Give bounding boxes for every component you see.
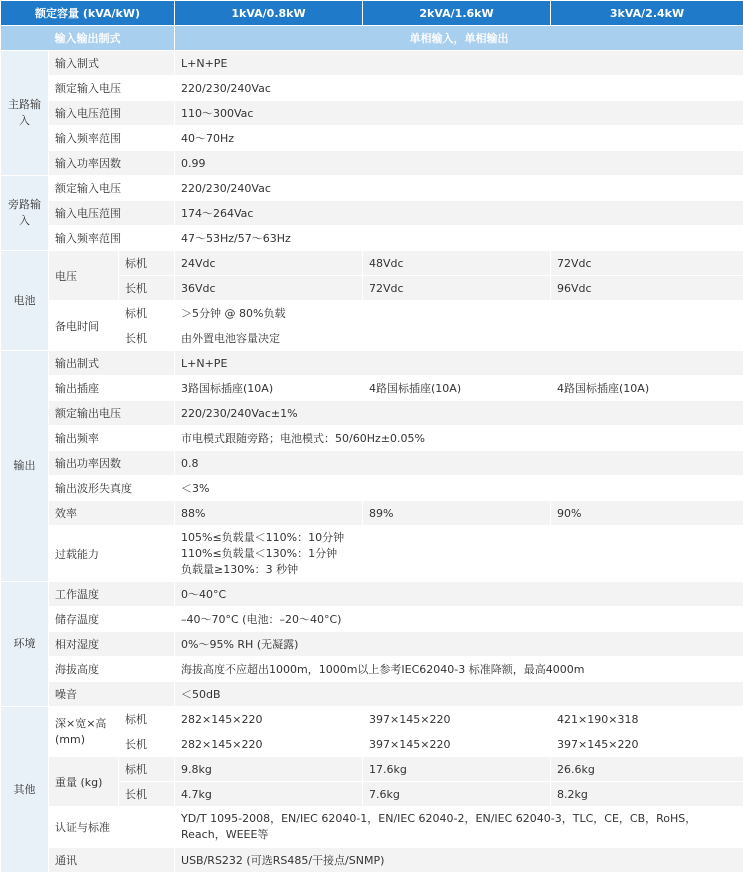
sub-label: 长机: [119, 326, 175, 351]
row-value: 0.99: [175, 151, 743, 176]
row-value: 220/230/240Vac±1%: [175, 401, 743, 426]
row-label: 额定输入电压: [49, 76, 175, 101]
cell-3kva: 421×190×318: [551, 707, 743, 732]
cell-2kva: 17.6kg: [363, 757, 551, 782]
sub-label: 长机: [119, 732, 175, 757]
row-label: 输入功率因数: [49, 151, 175, 176]
row-label: 海拔高度: [49, 657, 175, 682]
cell-1kva: 9.8kg: [175, 757, 363, 782]
cell-1kva: 282×145×220: [175, 707, 363, 732]
table-row: [1, 757, 743, 782]
table-row: [1, 451, 743, 476]
overload-value: [175, 526, 743, 582]
table-row: [1, 126, 743, 151]
cell-3kva: 8.2kg: [551, 782, 743, 807]
row-label: 输入电压范围: [49, 201, 175, 226]
row-label: 输出插座: [49, 376, 175, 401]
row-label: 输入制式: [49, 51, 175, 76]
table-row: [1, 251, 743, 276]
weight-label: 重量 (kg): [49, 757, 119, 807]
group-environment: 环境: [1, 582, 49, 707]
table-row: [1, 101, 743, 126]
battery-voltage-label: 电压: [49, 251, 119, 301]
group-output: 输出: [1, 351, 49, 582]
sub-label: 长机: [119, 276, 175, 301]
overload-line: 105%≤负载量＜110%：10分钟: [181, 530, 345, 544]
row-label: 认证与标准: [49, 807, 175, 848]
table-row: [1, 526, 743, 582]
cell-1kva: 24Vdc: [175, 251, 363, 276]
row-label: 输入频率范围: [49, 226, 175, 251]
table-row: [1, 476, 743, 501]
io-mode-value: 单相输入，单相输出: [175, 26, 743, 51]
cell-3kva: 26.6kg: [551, 757, 743, 782]
row-label: 工作温度: [49, 582, 175, 607]
table-row: [1, 201, 743, 226]
dimension-label: 深×宽×高 (mm): [49, 707, 119, 757]
overload-line: 110%≤负载量＜130%：1分钟: [181, 546, 338, 560]
io-mode-label: 输入输出制式: [1, 26, 175, 51]
row-value: 0.8: [175, 451, 743, 476]
group-other: 其他: [1, 707, 49, 873]
row-value: 110～300Vac: [175, 101, 743, 126]
row-label: 输入频率范围: [49, 126, 175, 151]
row-value: 40～70Hz: [175, 126, 743, 151]
cert-value: YD/T 1095-2008，EN/IEC 62040-1，EN/IEC 62040-2，EN/IEC 62040-3，TLC，CE，CB，RoHS，Reach，WEEE等: [175, 807, 743, 848]
io-mode-row: [1, 26, 743, 51]
table-row: [1, 376, 743, 401]
row-label: 额定输出电压: [49, 401, 175, 426]
row-label: 输出频率: [49, 426, 175, 451]
header-row: [1, 1, 743, 26]
row-label: 储存温度: [49, 607, 175, 632]
table-row: [1, 632, 743, 657]
sub-label: 标机: [119, 757, 175, 782]
cell-3kva: 397×145×220: [551, 732, 743, 757]
row-label: 通讯: [49, 848, 175, 873]
cell-2kva: 397×145×220: [363, 732, 551, 757]
cell-1kva: 282×145×220: [175, 732, 363, 757]
row-value: –40～70°C (电池：–20～40°C): [175, 607, 743, 632]
group-bypass-input: 旁路输入: [1, 176, 49, 251]
row-value: 220/230/240Vac: [175, 76, 743, 101]
row-value: 47～53Hz/57～63Hz: [175, 226, 743, 251]
table-row: [1, 707, 743, 732]
table-row: [1, 848, 743, 873]
table-row: [1, 582, 743, 607]
cell-2kva: 89%: [363, 501, 551, 526]
row-value: L+N+PE: [175, 351, 743, 376]
row-label: 输出波形失真度: [49, 476, 175, 501]
table-row: [1, 176, 743, 201]
cell-2kva: 4路国标插座(10A): [363, 376, 551, 401]
row-label: 相对湿度: [49, 632, 175, 657]
table-row: [1, 657, 743, 682]
cell-1kva: 4.7kg: [175, 782, 363, 807]
table-row: [1, 151, 743, 176]
row-value: 0%～95% RH (无凝露): [175, 632, 743, 657]
table-row: [1, 226, 743, 251]
row-value: ＞5分钟 @ 80%负载: [175, 301, 743, 326]
row-value: ＜3%: [175, 476, 743, 501]
table-row: [1, 51, 743, 76]
row-value: L+N+PE: [175, 51, 743, 76]
row-label: 额定输入电压: [49, 176, 175, 201]
header-2kva: 2kVA/1.6kW: [363, 1, 551, 26]
cell-2kva: 7.6kg: [363, 782, 551, 807]
table-row: [1, 351, 743, 376]
row-value: ＜50dB: [175, 682, 743, 707]
battery-backup-label: 备电时间: [49, 301, 119, 351]
group-main-input: 主路输入: [1, 51, 49, 176]
row-value: 由外置电池容量决定: [175, 326, 743, 351]
table-row: [1, 501, 743, 526]
table-row: [1, 401, 743, 426]
row-label: 过载能力: [49, 526, 175, 582]
cell-3kva: 4路国标插座(10A): [551, 376, 743, 401]
table-row: [1, 607, 743, 632]
row-value: 市电模式跟随旁路；电池模式：50/60Hz±0.05%: [175, 426, 743, 451]
cell-3kva: 72Vdc: [551, 251, 743, 276]
sub-label: 长机: [119, 782, 175, 807]
sub-label: 标机: [119, 707, 175, 732]
table-row: [1, 76, 743, 101]
row-label: 输出功率因数: [49, 451, 175, 476]
row-label: 输出制式: [49, 351, 175, 376]
header-1kva: 1kVA/0.8kW: [175, 1, 363, 26]
cell-3kva: 90%: [551, 501, 743, 526]
table-row: [1, 301, 743, 326]
sub-label: 标机: [119, 251, 175, 276]
row-value: USB/RS232 (可选RS485/干接点/SNMP): [175, 848, 743, 873]
row-value: 海拔高度不应超出1000m，1000m以上参考IEC62040-3 标准降额，最高4000m: [175, 657, 743, 682]
table-row: [1, 682, 743, 707]
cell-2kva: 48Vdc: [363, 251, 551, 276]
cell-2kva: 397×145×220: [363, 707, 551, 732]
sub-label: 标机: [119, 301, 175, 326]
group-battery: 电池: [1, 251, 49, 351]
table-row: [1, 426, 743, 451]
cell-1kva: 88%: [175, 501, 363, 526]
table-row: [1, 807, 743, 848]
cell-1kva: 36Vdc: [175, 276, 363, 301]
header-capacity: 额定容量 (kVA/kW): [1, 1, 175, 26]
row-label: 效率: [49, 501, 175, 526]
cell-1kva: 3路国标插座(10A): [175, 376, 363, 401]
row-value: 174～264Vac: [175, 201, 743, 226]
row-value: 0～40°C: [175, 582, 743, 607]
cell-2kva: 72Vdc: [363, 276, 551, 301]
overload-line: 负载量≥130%：3 秒钟: [181, 562, 299, 576]
row-value: 220/230/240Vac: [175, 176, 743, 201]
header-3kva: 3kVA/2.4kW: [551, 1, 743, 26]
row-label: 噪音: [49, 682, 175, 707]
row-label: 输入电压范围: [49, 101, 175, 126]
cell-3kva: 96Vdc: [551, 276, 743, 301]
